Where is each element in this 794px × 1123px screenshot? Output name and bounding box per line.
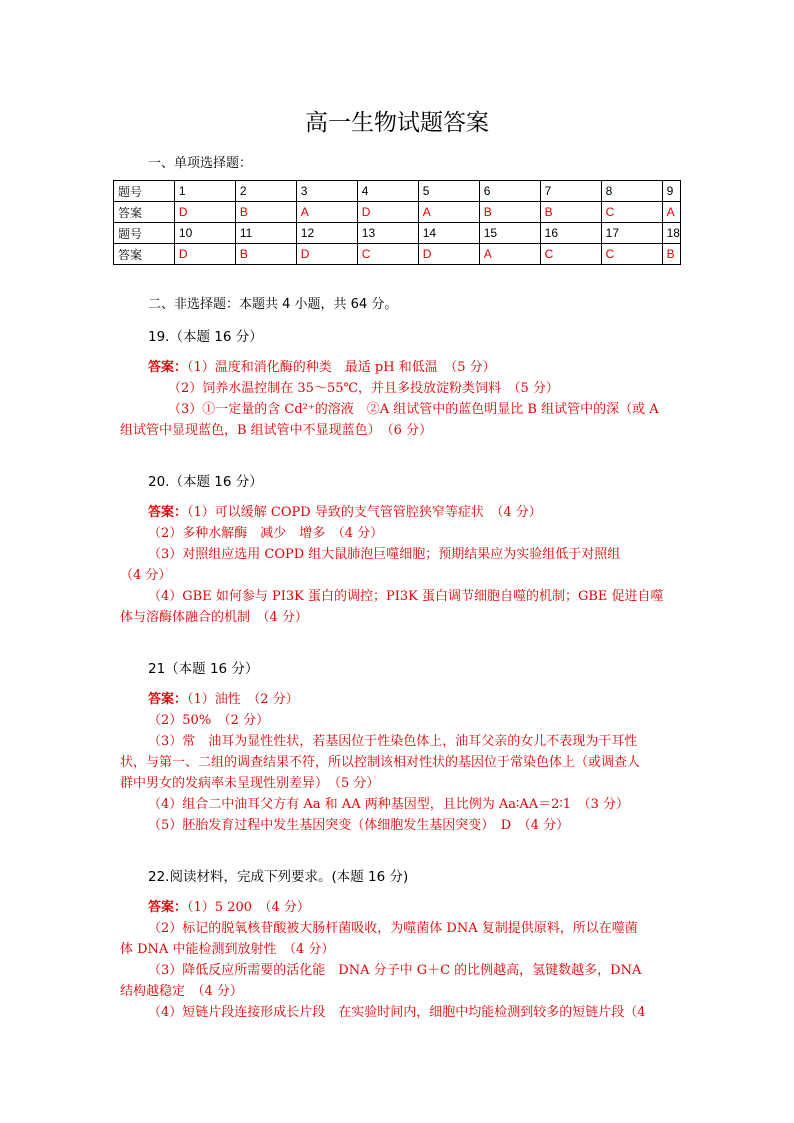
table-cell: 8 [601, 181, 662, 202]
q22-line-3: 体 DNA 中能检测到放射性 （4 分） [120, 942, 335, 957]
table-cell: 10 [174, 223, 235, 244]
table-cell: D [418, 244, 479, 265]
table-cell: C [357, 244, 418, 265]
answer-label: 答案： [148, 692, 188, 707]
table-cell: A [296, 202, 357, 223]
table-row [114, 244, 681, 265]
table-cell: D [296, 244, 357, 265]
table-cell: 12 [296, 223, 357, 244]
table-cell: 13 [357, 223, 418, 244]
table-cell: D [357, 202, 418, 223]
table-cell: A [418, 202, 479, 223]
answer-label: 答案： [148, 505, 188, 520]
row-label: 答案 [114, 244, 175, 265]
answer-table [113, 180, 681, 265]
page-title: 高一生物试题答案 [305, 110, 489, 136]
table-cell: 7 [540, 181, 601, 202]
q20-line-2: （2）多种水解酶 减少 增多 （4 分） [148, 526, 384, 541]
q20-line-3: （3）对照组应选用 COPD 组大鼠肺泡巨噬细胞；预期结果应为实验组低于对照组 [148, 547, 621, 562]
table-cell: B [540, 202, 601, 223]
table-cell: B [662, 244, 680, 265]
answer-text: （1）可以缓解 COPD 导致的支气管管腔狭窄等症状 （4 分） [187, 505, 542, 520]
table-cell: 5 [418, 181, 479, 202]
table-cell: C [601, 202, 662, 223]
table-cell: B [235, 202, 296, 223]
table-cell: 3 [296, 181, 357, 202]
q21-line-4: 状，与第一、二组的调查结果不符，所以控制该相对性状的基因位于常染色体上（或调查人 [120, 755, 641, 770]
table-cell: 9 [662, 181, 680, 202]
q21-line-3: （3）常 油耳为显性性状，若基因位于性染色体上，油耳父亲的女儿不表现为干耳性 [148, 734, 638, 749]
q19-line-2: （2）饲养水温控制在 35～55℃，并且多投放淀粉类饲料 （5 分） [168, 381, 559, 396]
row-label: 题号 [114, 181, 175, 202]
q21-line-2: （2）50% （2 分） [148, 713, 270, 728]
answer-label: 答案： [148, 900, 188, 915]
q21-line-6: （4）组合二中油耳父方有 Aa 和 AA 两种基因型，且比例为 Aa∶AA＝2∶1 （3 分） [148, 797, 629, 812]
question-19-heading: 19.（本题 16 分） [148, 329, 263, 345]
row-label: 题号 [114, 223, 175, 244]
table-row [114, 181, 681, 202]
table-cell: B [235, 244, 296, 265]
q22-line-4: （3）降低反应所需要的活化能 DNA 分子中 G＋C 的比例越高，氢键数越多，DNA [148, 963, 642, 978]
table-cell: A [662, 202, 680, 223]
row-label: 答案 [114, 202, 175, 223]
table-cell: 14 [418, 223, 479, 244]
table-cell: 17 [601, 223, 662, 244]
table-cell: B [479, 202, 540, 223]
table-cell: D [174, 244, 235, 265]
question-21-heading: 21（本题 16 分） [148, 661, 259, 677]
q22-line-1 [148, 896, 310, 915]
table-cell: 1 [174, 181, 235, 202]
q22-line-2: （2）标记的脱氧核苷酸被大肠杆菌吸收，为噬菌体 DNA 复制提供原料，所以在噬菌 [148, 921, 638, 936]
q21-line-7: （5）胚胎发育过程中发生基因突变（体细胞发生基因突变） D （4 分） [148, 818, 570, 833]
table-cell: 11 [235, 223, 296, 244]
table-cell: 16 [540, 223, 601, 244]
answer-text: （1）温度和消化酶的种类 最适 pH 和低温 （5 分） [187, 360, 496, 375]
answer-text: （1）5 200 （4 分） [187, 900, 310, 915]
q19-line-4: 组试管中显现蓝色，B 组试管中不显现蓝色） （6 分） [120, 423, 433, 438]
table-row [114, 223, 681, 244]
q22-line-5: 结构越稳定 （4 分） [120, 984, 243, 999]
table-cell: C [601, 244, 662, 265]
section-1-heading: 一、单项选择题： [148, 156, 253, 171]
q20-line-1 [148, 501, 542, 520]
q20-line-5: （4）GBE 如何参与 PI3K 蛋白的调控；PI3K 蛋白调节细胞自噬的机制；GBE 促进自噬 [148, 589, 664, 604]
q21-line-5: 群中男女的发病率未呈现性别差异） （5 分） [120, 776, 380, 791]
section-2-heading: 二、非选择题：本题共 4 小题，共 64 分。 [148, 297, 398, 312]
question-22-heading: 22.阅读材料，完成下列要求。(本题 16 分) [148, 869, 409, 885]
table-cell: D [174, 202, 235, 223]
table-cell: C [540, 244, 601, 265]
question-20-heading: 20.（本题 16 分） [148, 474, 263, 490]
table-cell: 6 [479, 181, 540, 202]
table-cell: 2 [235, 181, 296, 202]
answer-label: 答案： [148, 360, 188, 375]
table-cell: 4 [357, 181, 418, 202]
q21-line-1 [148, 688, 299, 707]
q20-line-4: （4 分） [120, 568, 172, 583]
table-cell: 18 [662, 223, 680, 244]
table-row [114, 202, 681, 223]
table-cell: A [479, 244, 540, 265]
q19-line-1 [148, 356, 496, 375]
q19-line-3: （3）①一定量的含 Cd²⁺的溶液 ②A 组试管中的蓝色明显比 B 组试管中的深（或 A [168, 402, 659, 417]
q20-line-6: 体与溶酶体融合的机制 （4 分） [120, 610, 308, 625]
table-cell: 15 [479, 223, 540, 244]
q22-line-6: （4）短链片段连接形成长片段 在实验时间内，细胞中均能检测到较多的短链片段（4 [148, 1005, 646, 1020]
answer-text: （1）油性 （2 分） [187, 692, 299, 707]
